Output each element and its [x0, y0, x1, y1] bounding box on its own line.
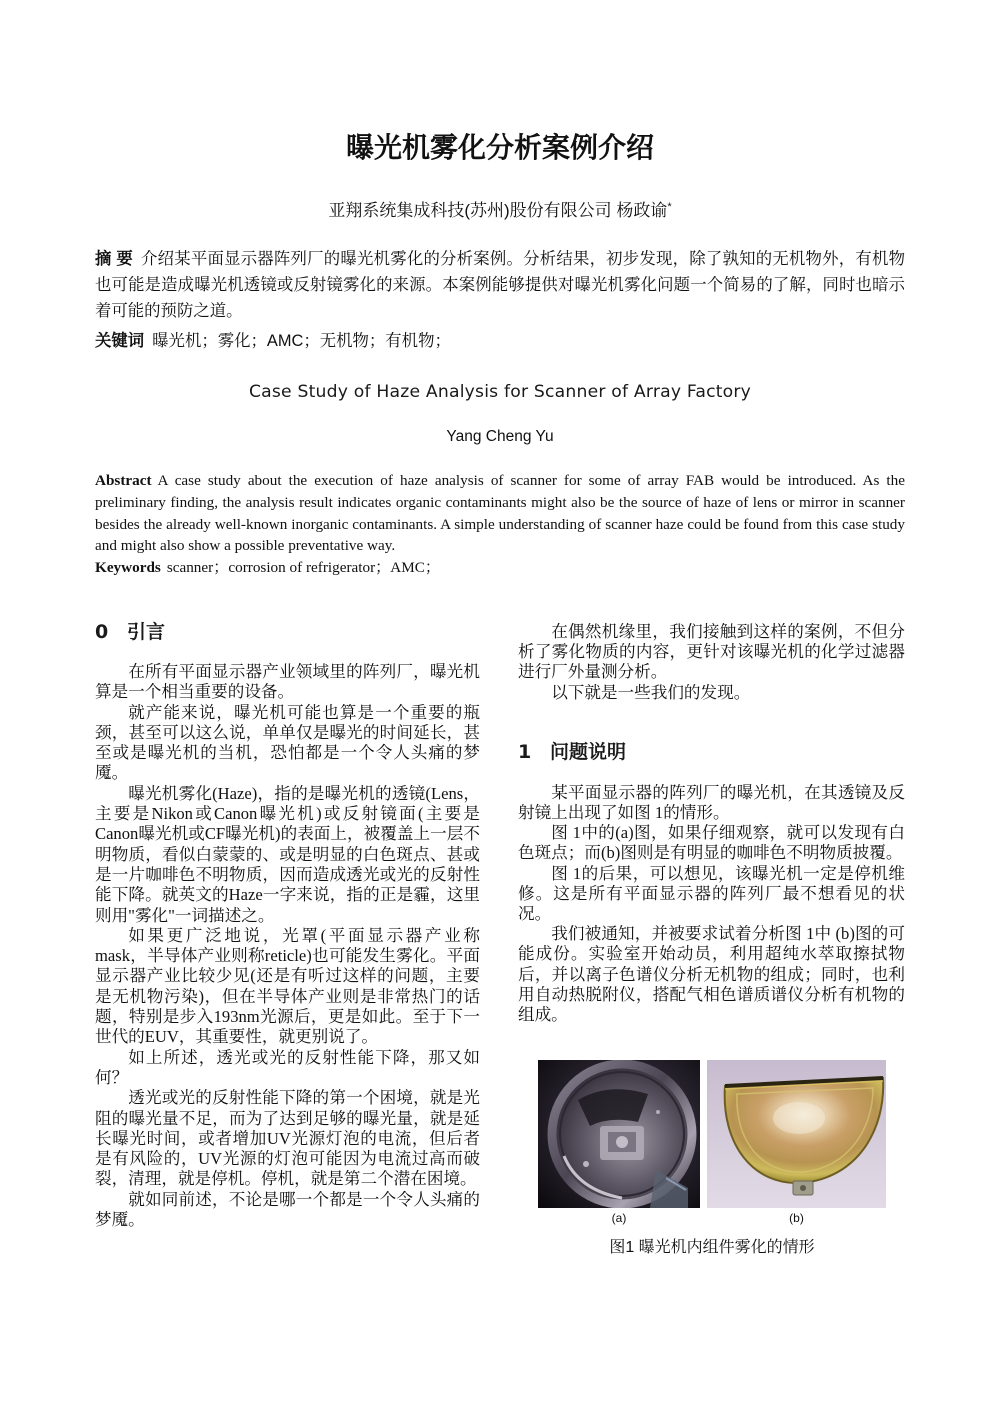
abstract-cn-label: 摘 要 [95, 250, 134, 268]
hazed-mirror-photo [707, 1060, 886, 1208]
section-title: 问题说明 [550, 740, 627, 763]
section-number: 1 [518, 740, 532, 763]
paragraph: 如上所述，透光或光的反射性能下降，那又如何？ [95, 1047, 480, 1087]
abstract-en-label: Abstract [95, 472, 152, 489]
paragraph: 在偶然机缘里，我们接触到这样的案例，不但分析了雾化物质的内容，更针对该曝光机的化学过滤器进行厂外量测分析。 [518, 622, 905, 682]
figure-image-a [538, 1060, 700, 1208]
section-heading-problem [518, 739, 905, 765]
section-title: 引言 [127, 621, 166, 643]
lens-housing-photo [538, 1060, 700, 1208]
abstract-en [95, 470, 905, 579]
paragraph: 我们被通知，并被要求试着分析图 1中 (b)图的可能成份。实验室开始动员，利用超纯水萃取擦拭物后，并以离子色谱仪分析无机物的组成；同时，也利用自动热脱附仪，搭配气相色谱质谱仪分析有机物的组成。 [518, 924, 905, 1025]
paragraph: 以下就是一些我们的发现。 [551, 682, 751, 702]
figure-caption: 图1 曝光机内组件雾化的情形 [609, 1239, 815, 1256]
figure-label-b: (b) [789, 1211, 804, 1225]
english-author: Yang Cheng Yu [446, 428, 554, 445]
paragraph: 图 1的后果，可以想见，该曝光机一定是停机维修。这是所有平面显示器的阵列厂最不想看见的状况。 [518, 863, 905, 924]
author-mark: * [667, 201, 672, 213]
paragraph: 透光或光的反射性能下降的第一个困境，就是光阻的曝光量不足，而为了达到足够的曝光量，就是延长曝光时间，或者增加UV光源灯泡的电流，但后者是有风险的，UV光源的灯泡可能因为电流过高而破裂，清理，就是停机。停机，就是第二个潜在困境。 [95, 1088, 480, 1189]
author-name: 杨政谕 [616, 201, 668, 220]
abstract-cn-text: 介绍某平面显示器阵列厂的曝光机雾化的分析案例。分析结果，初步发现，除了孰知的无机物外，有机物也可能是造成曝光机透镜或反射镜雾化的来源。本案例能够提供对曝光机雾化问题一个简易的了解，同时也暗示着可能的预防之道。 [95, 250, 906, 320]
paragraph: 图 1中的(a)图，如果仔细观察，就可以发现有白色斑点；而(b)图则是有明显的咖啡色不明物质披覆。 [518, 823, 905, 863]
paragraph: 就产能来说，曝光机可能也算是一个重要的瓶颈，甚至可以这么说，单单仅是曝光的时间延长，甚至或是曝光机的当机，恐怕都是一个令人头痛的梦魇。 [95, 702, 480, 783]
abstract-cn [95, 246, 905, 324]
figure-image-b [707, 1060, 886, 1208]
paper-title: 曝光机雾化分析案例介绍 [345, 131, 654, 164]
abstract-en-text: A case study about the execution of haze analysis of scanner for some of array FAB would be introduced. As the preliminary finding, the analysis result indicates organic contaminants might also be the source of haze of lens or mirror in scanner besides the already well-known inorganic contaminants. A simple understanding of scanner haze could be found from this case study and might also show a possible preventative way. [95, 472, 905, 555]
paragraph: 就如同前述，不论是哪一个都是一个令人头痛的梦魇。 [95, 1189, 480, 1230]
keywords-cn-text: 曝光机；雾化；AMC；无机物；有机物； [152, 332, 451, 350]
figure-label-a: (a) [611, 1211, 627, 1225]
abstract-en-paragraph [95, 470, 905, 557]
right-column [518, 622, 905, 1025]
keywords-en [95, 557, 905, 579]
keywords-en-label: Keywords [95, 559, 161, 577]
section-number: 0 [95, 621, 109, 643]
paragraph: 某平面显示器的阵列厂的曝光机，在其透镜及反射镜上出现了如图 1的情形。 [518, 782, 905, 823]
section-heading-intro [95, 619, 480, 645]
english-title: Case Study of Haze Analysis for Scanner of Array Factory [248, 382, 752, 402]
paragraph: 如果更广泛地说，光罩(平面显示器产业称mask，半导体产业则称reticle)也可能发生雾化。平面显示器产业比较少见(还是有听过这样的问题，主要是无机物污染)，但在半导体产业则是非常热门的话题，特别是步入193nm光源后，更是如此。至于下一世代的EUV，其重要性，就更别说了。 [95, 925, 480, 1047]
paragraph: 曝光机雾化(Haze)，指的是曝光机的透镜(Lens，主要是Nikon或Canon曝光机)或反射镜面(主要是Canon曝光机或CF曝光机)的表面上，被覆盖上一层不明物质，看似白蒙蒙的、或是明显的白色斑点、甚或是一片咖啡色不明物质，因而造成透光或光的反射性能下降。就英文的Haze一字来说，指的正是霾，这里则用"雾化"一词描述之。 [95, 783, 480, 925]
keywords-cn-label: 关键词 [95, 332, 145, 350]
author-affiliation: 亚翔系统集成科技(苏州)股份有限公司 [328, 201, 612, 220]
left-column [95, 619, 480, 1230]
keywords-cn [95, 328, 905, 354]
author-line [0, 195, 1000, 223]
paragraph: 在所有平面显示器产业领域里的阵列厂，曝光机算是一个相当重要的设备。 [95, 662, 480, 702]
keywords-en-text: scanner；corrosion of refrigerator；AMC； [166, 559, 441, 577]
